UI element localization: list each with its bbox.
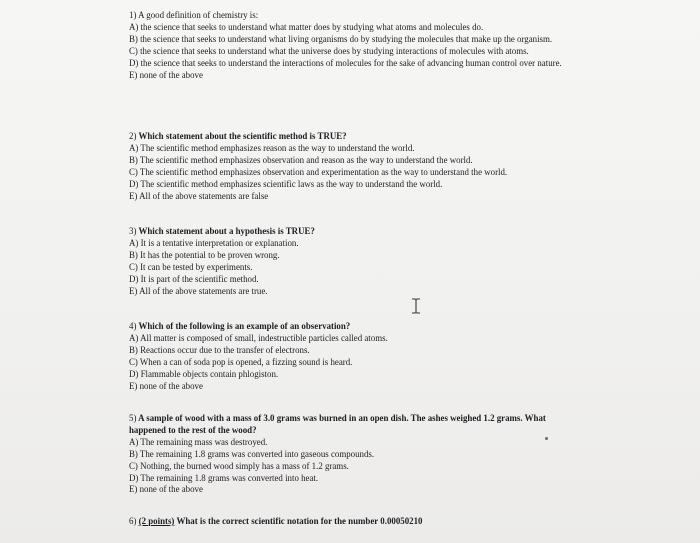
question-2 (129, 131, 689, 202)
choice-a: A) The remaining mass was destroyed. (129, 436, 268, 447)
choice-d: D) It is part of the scientific method. (129, 273, 259, 284)
question-6 (129, 516, 689, 528)
choice-b: B) It has the potential to be proven wrong. (129, 249, 280, 260)
question-stem (129, 516, 689, 528)
choice-d: D) Flammable objects contain phlogiston. (129, 368, 279, 379)
question-number: 4) (129, 321, 137, 331)
choice-c: C) The scientific method emphasizes observation and experimentation as the way to understand the world. (129, 166, 508, 177)
choice-d: D) The scientific method emphasizes scientific laws as the way to understand the world. (129, 178, 443, 189)
question-number: 5) (129, 413, 137, 423)
question-text: A good definition of chemistry is: (138, 10, 259, 20)
question-number: 2) (129, 131, 137, 141)
question-1 (129, 10, 689, 81)
question-stem (129, 131, 689, 143)
choice-e: E) none of the above (129, 484, 203, 495)
question-number: 1) (129, 10, 137, 20)
question-points: (2 points) (138, 516, 175, 526)
choice-e: E) All of the above statements are false (129, 190, 269, 201)
question-4 (129, 321, 689, 392)
choice-e: E) All of the above statements are true. (129, 285, 268, 296)
choice-a: A) All matter is composed of small, indestructible particles called atoms. (129, 332, 388, 343)
choice-d: D) the science that seeks to understand the interactions of molecules for the sake of advancing human control over nature. (129, 57, 562, 68)
choice-e: E) none of the above (129, 69, 203, 80)
question-number: 3) (129, 226, 137, 236)
question-text: What is the correct scientific notation for the number 0.00050210 (176, 516, 423, 526)
speck-dot (545, 437, 548, 440)
question-text: Which statement about a hypothesis is TRUE? (138, 226, 315, 236)
text-cursor-icon (409, 298, 423, 314)
choice-c: C) Nothing, the burned wood simply has a mass of 1.2 grams. (129, 460, 349, 471)
question-text: A sample of wood with a mass of 3.0 grams was burned in an open dish. The ashes weighed 1.2 grams. What happened to the rest of the wood? (129, 413, 549, 435)
choice-e: E) none of the above (129, 380, 203, 391)
question-5 (129, 413, 689, 496)
choice-b: B) the science that seeks to understand what living organisms do by studying the molecules that make up the organism. (129, 33, 553, 44)
question-stem (129, 321, 689, 333)
choice-b: B) Reactions occur due to the transfer of electrons. (129, 344, 310, 355)
choice-a: A) The scientific method emphasizes reason as the way to understand the world. (129, 142, 415, 153)
choice-b: B) The remaining 1.8 grams was converted into gaseous compounds. (129, 448, 375, 459)
choice-d: D) The remaining 1.8 grams was converted into heat. (129, 472, 319, 483)
question-text: Which statement about the scientific method is TRUE? (138, 131, 347, 141)
choice-b: B) The scientific method emphasizes observation and reason as the way to understand the world. (129, 154, 473, 165)
question-text: Which of the following is an example of an observation? (138, 321, 351, 331)
choice-a: A) It is a tentative interpretation or explanation. (129, 237, 299, 248)
question-3 (129, 226, 689, 297)
choice-c: C) It can be tested by experiments. (129, 261, 253, 272)
choice-a: A) the science that seeks to understand what matter does by studying what atoms and molecules do. (129, 21, 484, 32)
question-stem (129, 226, 689, 238)
question-stem (129, 413, 584, 437)
question-number: 6) (129, 516, 137, 526)
question-stem (129, 10, 689, 22)
choice-c: C) When a can of soda pop is opened, a fizzing sound is heard. (129, 356, 353, 367)
choice-c: C) the science that seeks to understand what the universe does by studying interactions of molecules with atoms. (129, 45, 529, 56)
